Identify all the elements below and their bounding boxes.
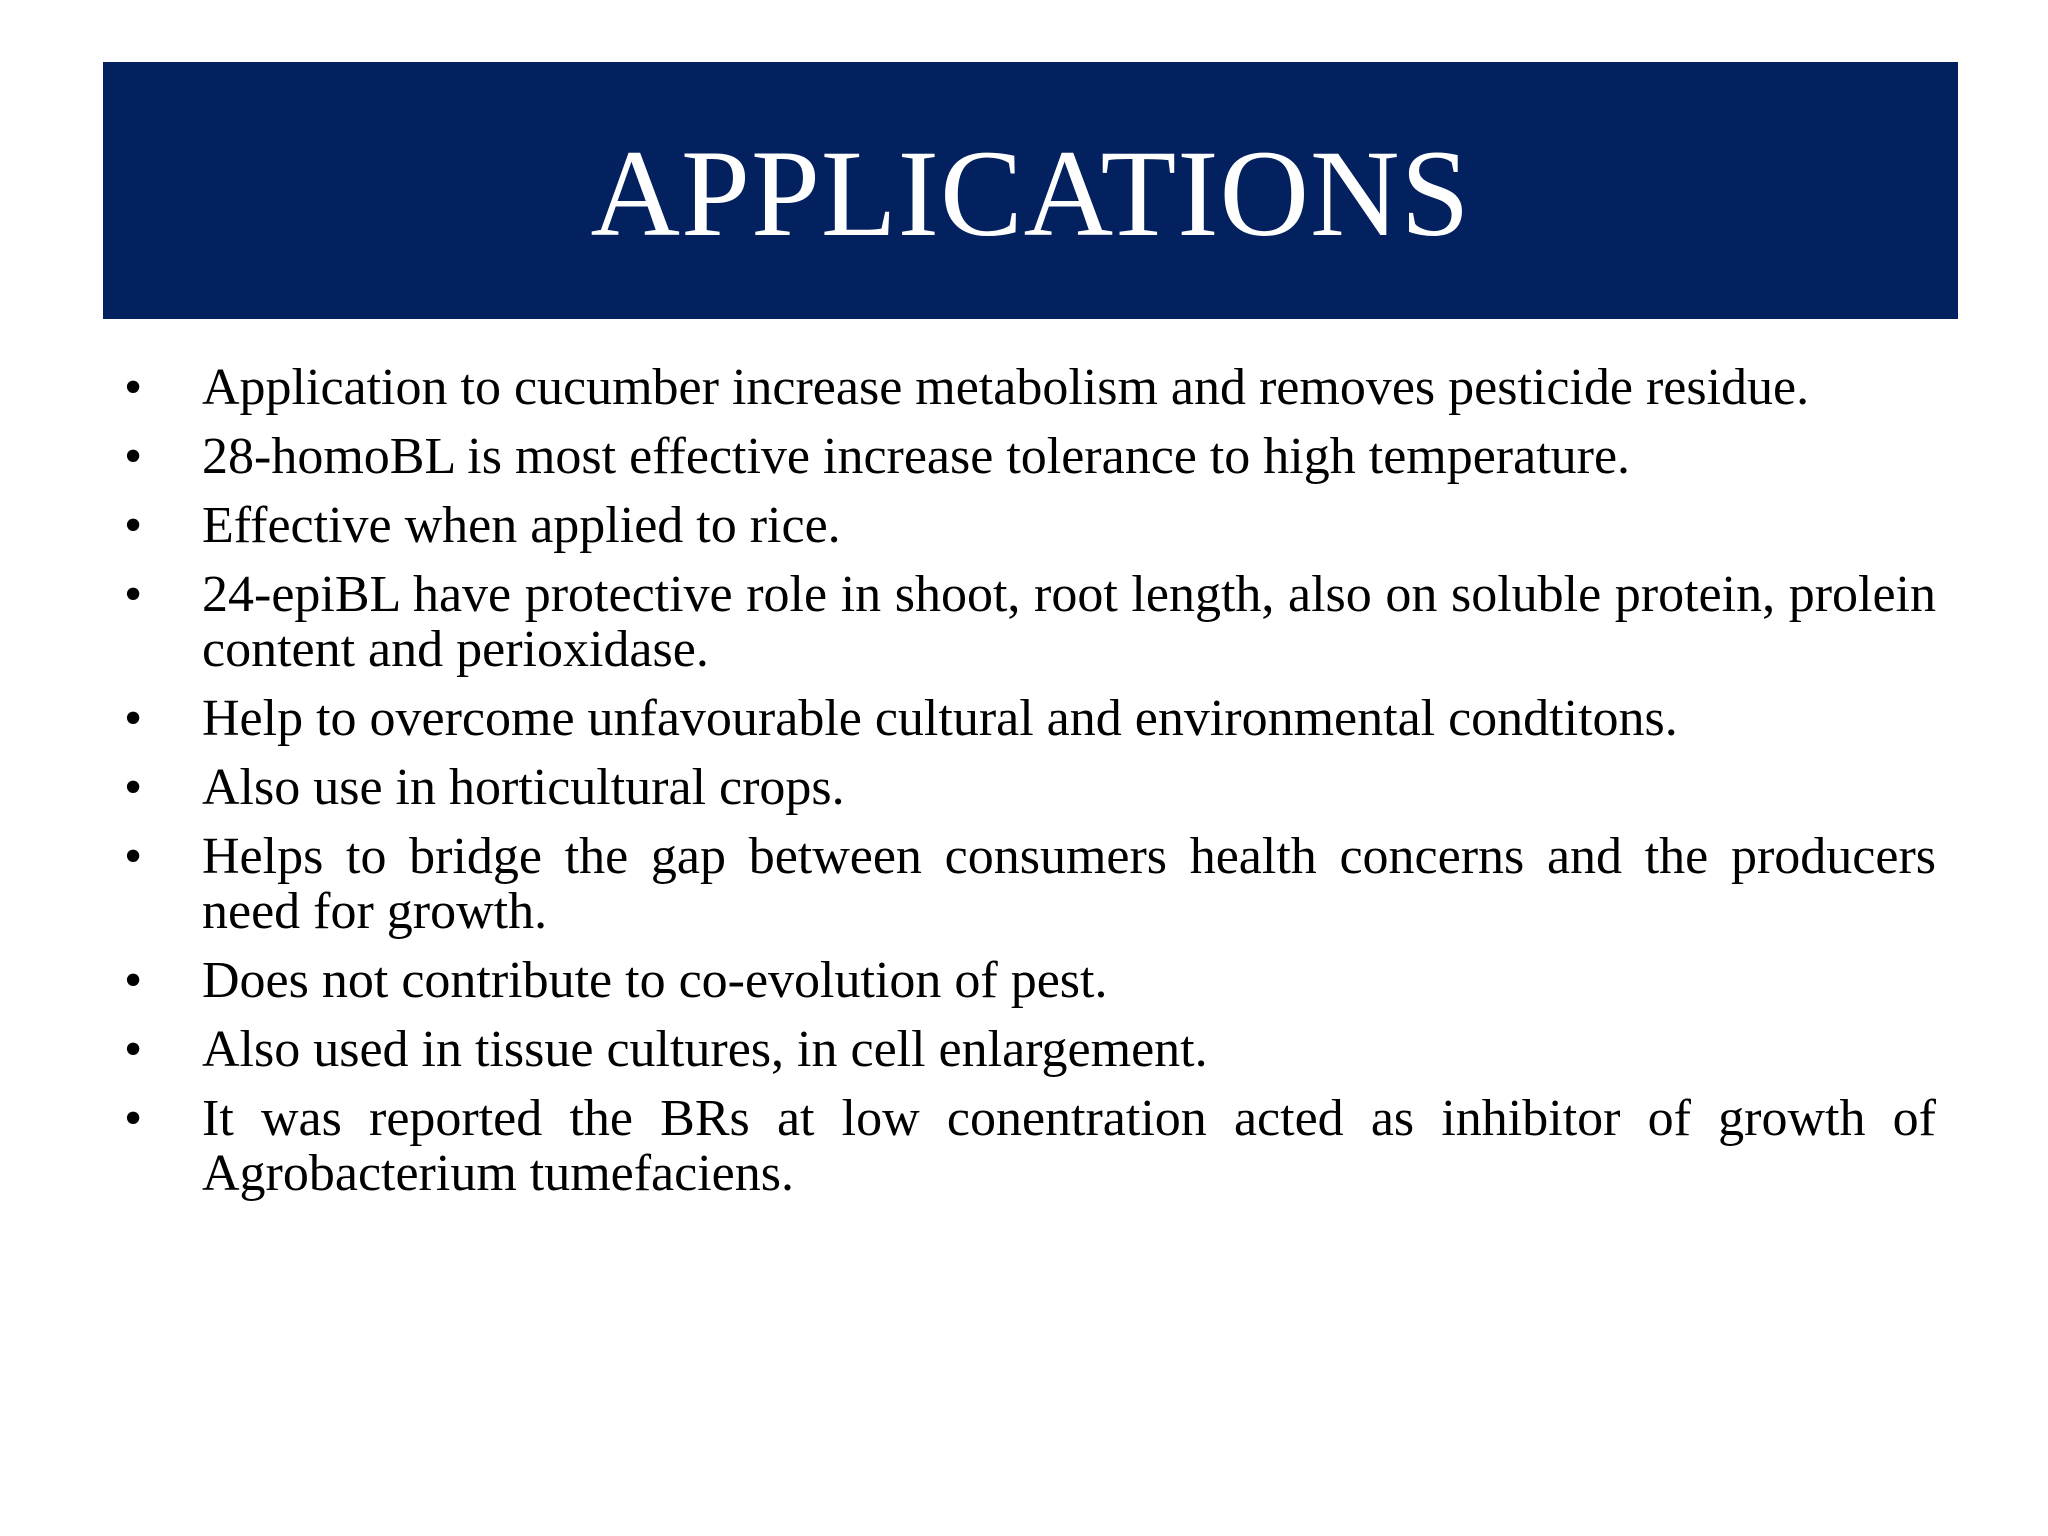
bullet-icon: • xyxy=(124,566,143,623)
bullet-text: 24-epiBL have protective role in shoot, root length, also on soluble protein, prolein content and perioxidase. xyxy=(202,566,1936,678)
bullet-text: Application to cucumber increase metabolism and removes pesticide residue. xyxy=(202,359,1810,416)
bullet-text: 28-homoBL is most effective increase tolerance to high temperature. xyxy=(202,428,1631,485)
slide-title: APPLICATIONS xyxy=(590,124,1471,262)
bullet-item xyxy=(0,691,2048,746)
bullet-icon: • xyxy=(124,952,143,1009)
bullet-item xyxy=(0,953,2048,1008)
bullet-icon: • xyxy=(124,497,143,554)
bullet-icon: • xyxy=(124,690,143,747)
bullet-text: Effective when applied to rice. xyxy=(202,497,841,554)
bullet-text: Help to overcome unfavourable cultural and environmental condtitons. xyxy=(202,690,1678,747)
bullet-item xyxy=(0,1091,2048,1201)
bullet-text: Does not contribute to co-evolution of pest. xyxy=(202,952,1108,1009)
bullet-item xyxy=(0,498,2048,553)
bullet-icon: • xyxy=(124,1021,143,1078)
bullet-text: It was reported the BRs at low conentration acted as inhibitor of growth of Agrobacterium tumefaciens. xyxy=(202,1090,1936,1202)
bullet-icon: • xyxy=(124,359,143,416)
bullet-item xyxy=(0,567,2048,677)
bullet-item xyxy=(0,360,2048,415)
bullet-icon: • xyxy=(124,428,143,485)
bullet-item xyxy=(0,429,2048,484)
bullet-item xyxy=(0,829,2048,939)
bullet-icon: • xyxy=(124,759,143,816)
bullet-icon: • xyxy=(124,828,143,885)
bullet-list xyxy=(0,360,2048,1215)
bullet-item xyxy=(0,1022,2048,1077)
bullet-item xyxy=(0,760,2048,815)
bullet-text: Helps to bridge the gap between consumers health concerns and the producers need for growth. xyxy=(202,828,1936,940)
bullet-icon: • xyxy=(124,1090,143,1147)
bullet-text: Also use in horticultural crops. xyxy=(202,759,845,816)
title-bar xyxy=(103,62,1958,319)
bullet-text: Also used in tissue cultures, in cell enlargement. xyxy=(202,1021,1208,1078)
